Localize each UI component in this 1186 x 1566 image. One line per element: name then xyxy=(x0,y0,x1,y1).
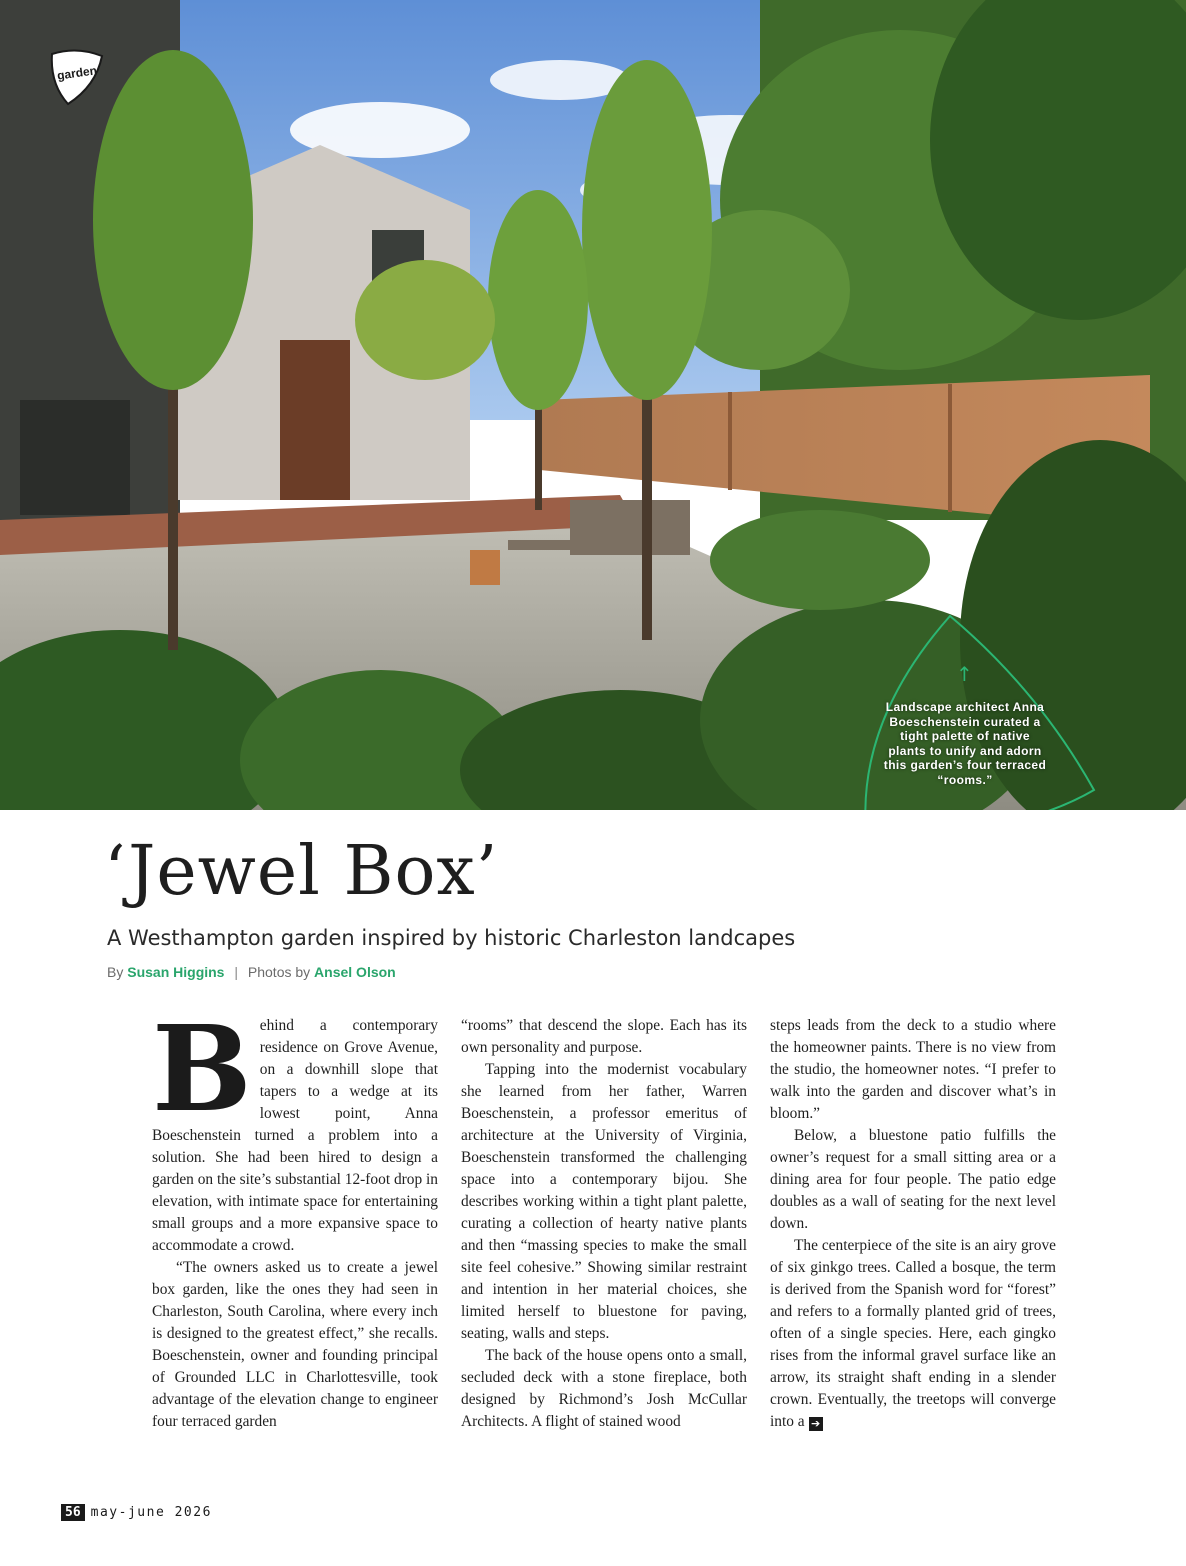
paragraph: steps leads from the deck to a studio where the homeowner paints. There is no view from the studio, the homeowner notes. “I prefer to walk into the garden and discover what’s in bloom.” xyxy=(770,1017,1056,1122)
byline-separator: | xyxy=(234,964,238,980)
photos-by-label: Photos by xyxy=(247,964,311,980)
paragraph xyxy=(770,1235,1056,1433)
byline-by-label: By xyxy=(107,964,124,980)
paragraph xyxy=(152,999,438,1257)
paragraph: Below, a bluestone patio fulfills the owner’s request for a small sitting area or a dining area for four people. The patio edge doubles as a wall of seating for the next level down. xyxy=(770,1127,1056,1232)
article-column-1 xyxy=(152,999,438,1433)
paragraph: “rooms” that descend the slope. Each has its own personality and purpose. xyxy=(461,1017,747,1056)
author-name: Susan Higgins xyxy=(127,964,225,980)
article-column-2 xyxy=(461,1015,747,1433)
article-column-3 xyxy=(770,1015,1056,1433)
issue-date: may-june 2026 xyxy=(90,1505,212,1520)
paragraph-text: The centerpiece of the site is an airy grove of six ginkgo trees. Called a bosque, the term is derived from the Spanish word for “forest” and refers to a formally planted grid of trees, often of a single species. Here, each gingko rises from the informal gravel surface like an arrow, its straight shaft ending in a slender crown. Eventually, the treetops will converge into a xyxy=(770,1237,1056,1430)
page-footer xyxy=(61,1505,212,1520)
article-subhead: A Westhampton garden inspired by historic Charleston landcapes xyxy=(107,926,796,950)
paragraph: “The owners asked us to create a jewel box garden, like the ones they had seen in Charleston, South Carolina, where every inch is designed to the greatest effect,” she recalls. Boeschenstein, owner and founding principal of Grounded LLC in Charlottesville, took advantage of the elevation change to engineer four terraced garden xyxy=(152,1259,438,1430)
arrow-up-icon: ↑ xyxy=(956,662,973,686)
byline xyxy=(107,964,396,980)
article-headline: ‘Jewel Box’ xyxy=(104,832,499,911)
paragraph: Tapping into the modernist vocabulary she learned from her father, Warren Boeschenstein, a professor emeritus of architecture at the University of Virginia, Boeschenstein transformed the challenging space into a contemporary bijou. She describes working within a tight plant palette, curating a collection of hearty native plants and then “massing species to make the small site feel cohesive.” Showing similar restraint and intention in her material choices, she limited herself to bluestone for paving, seating, walls and steps. xyxy=(461,1061,747,1342)
photographer-name: Ansel Olson xyxy=(314,964,396,980)
arrow-right-icon[interactable]: ➔ xyxy=(809,1417,823,1431)
drop-cap: B xyxy=(152,999,252,1138)
page-number: 56 xyxy=(61,1504,85,1521)
section-badge: garden xyxy=(56,63,98,83)
photo-caption: Landscape architect Anna Boeschenstein curated a tight palette of native plants to unify and adorn this garden’s four terraced “rooms.” xyxy=(883,700,1047,787)
paragraph-text: ehind a contemporary residence on Grove Avenue, on a downhill slope that tapers to a wedge at its lowest point, Anna Boeschenstein turned a problem into a solution. She had been hired to design a garden on the site’s substantial 12-foot drop in elevation, with intimate space for entertaining small groups and a more expansive space to accommodate a crowd. xyxy=(152,1017,438,1254)
paragraph: The back of the house opens onto a small, secluded deck with a stone fireplace, both designed by Richmond’s Josh McCullar Architects. A flight of stained wood xyxy=(461,1347,747,1430)
